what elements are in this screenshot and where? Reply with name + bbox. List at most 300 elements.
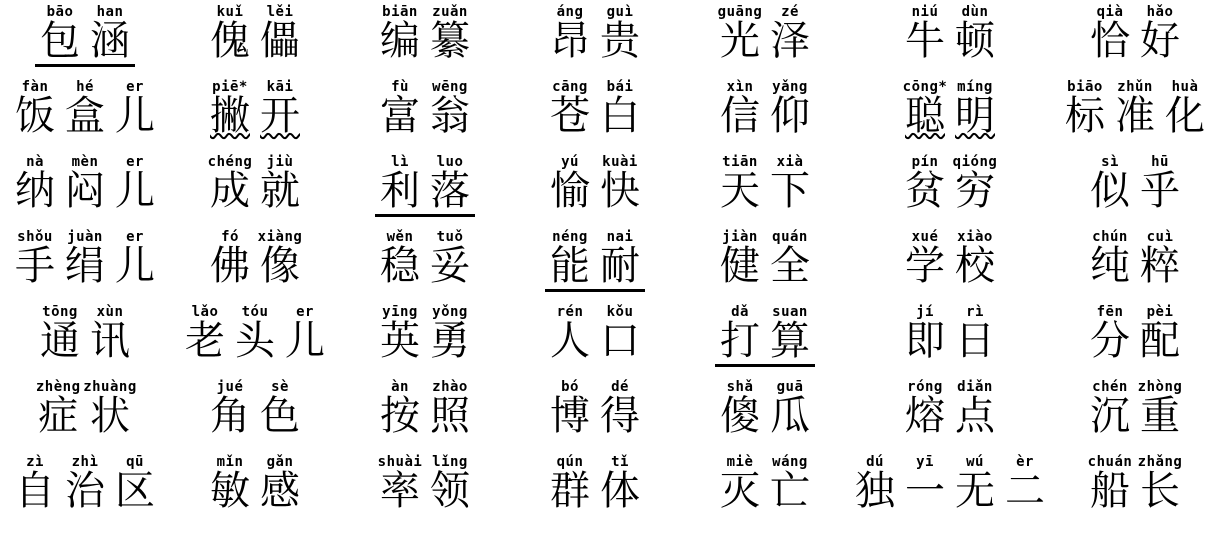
pinyin-syllable: er <box>126 79 144 95</box>
word-card <box>10 80 160 140</box>
pinyin-syllable: lǎo <box>191 304 219 320</box>
pinyin-syllable: shǒu <box>17 229 53 245</box>
pinyin-syllable: zé <box>781 4 799 20</box>
word-card <box>205 230 305 290</box>
word-card <box>545 455 645 515</box>
hanzi-char: 独 <box>855 467 895 514</box>
word-card <box>1085 155 1185 215</box>
pinyin-syllable: cōng* <box>902 79 948 95</box>
hanzi-char: 愉 <box>550 167 590 214</box>
char-cell <box>425 155 475 217</box>
pinyin-syllable: piē* <box>212 79 248 95</box>
pinyin-syllable: er <box>126 229 144 245</box>
pinyin-syllable: xiào <box>957 229 993 245</box>
word-card <box>900 230 1000 290</box>
hanzi-char: 灭 <box>720 467 760 514</box>
char-cell <box>110 455 160 515</box>
word-card <box>900 155 1000 215</box>
hanzi-char: 按 <box>380 392 420 439</box>
word-card <box>715 455 815 515</box>
hanzi-char: 状 <box>89 392 130 439</box>
hanzi-char: 儿 <box>115 92 155 139</box>
word-card <box>545 80 645 140</box>
hanzi-char: 饭 <box>15 92 55 139</box>
hanzi-char: 沉 <box>1090 392 1130 439</box>
word-card <box>1085 305 1185 365</box>
hanzi-char: 长 <box>1140 467 1180 514</box>
char-cell <box>765 80 815 140</box>
char-cell <box>375 155 425 217</box>
word-card <box>715 305 815 367</box>
hanzi-char: 角 <box>210 392 250 439</box>
word-card <box>900 80 1000 140</box>
word-card <box>900 305 1000 365</box>
hanzi-char: 健 <box>720 242 760 289</box>
hanzi-char: 算 <box>770 317 810 364</box>
pinyin-syllable: mǐn <box>216 454 244 470</box>
char-cell <box>545 380 595 440</box>
hanzi-char: 船 <box>1090 467 1130 514</box>
pinyin-syllable: biāo <box>1067 79 1103 95</box>
pinyin-syllable: fēn <box>1096 304 1124 320</box>
hanzi-char: 标 <box>1065 92 1105 139</box>
char-cell <box>255 80 305 140</box>
word-card <box>205 155 305 215</box>
hanzi-char: 瓜 <box>770 392 810 439</box>
word-card <box>10 230 160 290</box>
pinyin-syllable: qià <box>1096 4 1124 20</box>
char-cell <box>765 155 815 215</box>
hanzi-char: 症 <box>38 392 79 439</box>
char-cell <box>1160 80 1210 140</box>
pinyin-syllable: nà <box>26 154 44 170</box>
pinyin-syllable: hé <box>76 79 94 95</box>
pinyin-syllable: diǎn <box>957 379 993 395</box>
char-cell <box>900 455 950 515</box>
pinyin-syllable: xiàng <box>257 229 303 245</box>
char-cell <box>375 455 425 515</box>
hanzi-char: 就 <box>260 167 300 214</box>
pinyin-syllable: huà <box>1171 79 1199 95</box>
word-card <box>900 5 1000 65</box>
hanzi-char: 人 <box>550 317 590 364</box>
hanzi-char: 翁 <box>430 92 470 139</box>
hanzi-char: 讯 <box>90 317 130 364</box>
char-cell <box>205 80 255 140</box>
pinyin-syllable: dé <box>611 379 629 395</box>
pinyin-syllable: yǒng <box>432 304 468 320</box>
hanzi-char: 恰 <box>1090 17 1130 64</box>
pinyin-syllable: zhǎng <box>1137 454 1183 470</box>
char-cell <box>375 80 425 140</box>
hanzi-char: 手 <box>15 242 55 289</box>
hanzi-char: 耐 <box>600 242 640 289</box>
char-cell <box>375 380 425 440</box>
pinyin-syllable: qióng <box>952 154 998 170</box>
char-cell <box>425 380 475 440</box>
char-cell <box>545 305 595 365</box>
hanzi-char: 盒 <box>65 92 105 139</box>
word-card <box>375 455 475 515</box>
hanzi-char: 利 <box>380 167 420 214</box>
word-card <box>180 305 330 365</box>
char-cell <box>900 380 950 440</box>
pinyin-syllable: shuài <box>377 454 423 470</box>
pinyin-syllable: miè <box>726 454 754 470</box>
word-card <box>33 380 137 440</box>
char-cell <box>110 230 160 290</box>
pinyin-syllable: kuǐ <box>216 4 244 20</box>
char-cell <box>950 305 1000 365</box>
pinyin-syllable: gǎn <box>266 454 294 470</box>
hanzi-char: 贫 <box>905 167 945 214</box>
word-card <box>715 5 815 65</box>
pinyin-syllable: xìn <box>726 79 754 95</box>
hanzi-char: 白 <box>600 92 640 139</box>
pinyin-syllable: rì <box>966 304 984 320</box>
pinyin-syllable: biān <box>382 4 418 20</box>
char-cell <box>255 5 305 65</box>
char-cell <box>85 5 135 67</box>
hanzi-char: 能 <box>550 242 590 289</box>
char-cell <box>110 80 160 140</box>
hanzi-char: 稳 <box>380 242 420 289</box>
pinyin-syllable: cāng <box>552 79 588 95</box>
pinyin-syllable: qún <box>556 454 584 470</box>
char-cell <box>950 455 1000 515</box>
word-card <box>205 80 305 140</box>
hanzi-char: 亡 <box>770 467 810 514</box>
hanzi-char: 顿 <box>955 17 995 64</box>
pinyin-syllable: er <box>296 304 314 320</box>
pinyin-syllable: sè <box>271 379 289 395</box>
pinyin-syllable: dǎ <box>731 304 749 320</box>
char-cell <box>180 305 230 365</box>
pinyin-syllable: guā <box>776 379 804 395</box>
hanzi-char: 老 <box>185 317 225 364</box>
pinyin-syllable: bó <box>561 379 579 395</box>
char-cell <box>230 305 280 365</box>
pinyin-syllable: yǎng <box>772 79 808 95</box>
char-cell <box>10 455 60 515</box>
word-card <box>205 5 305 65</box>
char-cell <box>1135 230 1185 290</box>
hanzi-char: 泽 <box>770 17 810 64</box>
pinyin-syllable: pín <box>911 154 939 170</box>
pinyin-syllable: xué <box>911 229 939 245</box>
pinyin-syllable: mèn <box>71 154 99 170</box>
pinyin-syllable: zuǎn <box>432 4 468 20</box>
hanzi-char: 妥 <box>430 242 470 289</box>
word-card <box>375 155 475 217</box>
pinyin-syllable: fàn <box>21 79 49 95</box>
char-cell <box>595 230 645 292</box>
pinyin-syllable: bái <box>606 79 634 95</box>
word-card <box>715 380 815 440</box>
char-cell <box>205 155 255 215</box>
word-card <box>1060 80 1210 140</box>
hanzi-char: 配 <box>1140 317 1180 364</box>
word-card <box>375 5 475 65</box>
char-cell <box>950 230 1000 290</box>
hanzi-char: 傀 <box>210 17 250 64</box>
hanzi-char: 照 <box>430 392 470 439</box>
hanzi-char: 勇 <box>430 317 470 364</box>
hanzi-char: 纳 <box>15 167 55 214</box>
hanzi-char: 仰 <box>770 92 810 139</box>
char-cell <box>1000 455 1050 515</box>
char-cell <box>1085 230 1135 290</box>
hanzi-char: 纂 <box>430 17 470 64</box>
word-card <box>715 155 815 215</box>
char-cell <box>715 230 765 290</box>
char-cell <box>900 305 950 365</box>
char-cell <box>765 455 815 515</box>
word-card <box>35 5 135 67</box>
pinyin-syllable: jué <box>216 379 244 395</box>
word-card <box>545 305 645 365</box>
pinyin-syllable: zhào <box>432 379 468 395</box>
pinyin-syllable: qū <box>126 454 144 470</box>
char-cell <box>595 80 645 140</box>
char-cell <box>10 155 60 215</box>
hanzi-char: 率 <box>380 467 420 514</box>
pinyin-syllable: wú <box>966 454 984 470</box>
hanzi-char: 英 <box>380 317 420 364</box>
char-cell <box>1085 455 1135 515</box>
pinyin-syllable: róng <box>907 379 943 395</box>
pinyin-syllable: àn <box>391 379 409 395</box>
char-cell <box>715 80 765 140</box>
hanzi-char: 聪 <box>905 92 945 139</box>
hanzi-char: 光 <box>720 17 760 64</box>
pinyin-syllable: jí <box>916 304 934 320</box>
hanzi-char: 通 <box>40 317 80 364</box>
pinyin-syllable: néng <box>552 229 588 245</box>
pinyin-syllable: hū <box>1151 154 1169 170</box>
hanzi-char: 落 <box>430 167 470 214</box>
hanzi-char: 乎 <box>1140 167 1180 214</box>
char-cell <box>205 230 255 290</box>
hanzi-char: 纯 <box>1090 242 1130 289</box>
pinyin-syllable: wēng <box>432 79 468 95</box>
char-cell <box>545 155 595 215</box>
hanzi-char: 口 <box>600 317 640 364</box>
hanzi-char: 无 <box>955 467 995 514</box>
hanzi-char: 似 <box>1090 167 1130 214</box>
pinyin-syllable: kāi <box>266 79 294 95</box>
hanzi-char: 穷 <box>955 167 995 214</box>
word-card <box>900 380 1000 440</box>
char-cell <box>85 305 135 365</box>
char-cell <box>595 5 645 65</box>
char-cell <box>425 80 475 140</box>
word-card <box>10 155 160 215</box>
word-card <box>715 80 815 140</box>
pinyin-syllable: quán <box>772 229 808 245</box>
hanzi-char: 群 <box>550 467 590 514</box>
char-cell <box>33 380 83 440</box>
pinyin-syllable: chéng <box>207 154 253 170</box>
char-cell <box>375 230 425 290</box>
char-cell <box>765 230 815 290</box>
char-cell <box>715 455 765 515</box>
hanzi-char: 领 <box>430 467 470 514</box>
char-cell <box>35 5 85 67</box>
pinyin-syllable: yīng <box>382 304 418 320</box>
pinyin-syllable: han <box>96 4 124 20</box>
hanzi-char: 好 <box>1140 17 1180 64</box>
char-cell <box>595 455 645 515</box>
pinyin-syllable: hǎo <box>1146 4 1174 20</box>
pinyin-syllable: kǒu <box>606 304 634 320</box>
pinyin-syllable: kuài <box>602 154 638 170</box>
char-cell <box>83 380 137 440</box>
pinyin-syllable: zhì <box>71 454 99 470</box>
hanzi-char: 儡 <box>260 17 300 64</box>
hanzi-char: 分 <box>1090 317 1130 364</box>
char-cell <box>1135 5 1185 65</box>
hanzi-char: 苍 <box>550 92 590 139</box>
pinyin-syllable: zhuàng <box>83 379 137 395</box>
hanzi-char: 下 <box>770 167 810 214</box>
char-cell <box>1060 80 1110 140</box>
char-cell <box>545 80 595 140</box>
word-card <box>850 455 1050 515</box>
word-card <box>545 230 645 292</box>
word-card <box>545 380 645 440</box>
pinyin-syllable: tǐ <box>611 454 629 470</box>
char-cell <box>280 305 330 365</box>
hanzi-char: 准 <box>1115 92 1155 139</box>
hanzi-char: 敏 <box>210 467 250 514</box>
char-cell <box>1135 455 1185 515</box>
hanzi-char: 包 <box>40 17 80 64</box>
hanzi-char: 绢 <box>65 242 105 289</box>
char-cell <box>205 380 255 440</box>
pinyin-syllable: guāng <box>717 4 763 20</box>
char-cell <box>715 380 765 440</box>
pinyin-syllable: chén <box>1092 379 1128 395</box>
pinyin-syllable: chuán <box>1087 454 1133 470</box>
char-cell <box>1135 380 1185 440</box>
hanzi-char: 熔 <box>905 392 945 439</box>
pinyin-syllable: lěi <box>266 4 294 20</box>
char-cell <box>595 305 645 365</box>
hanzi-char: 一 <box>905 467 945 514</box>
pinyin-syllable: bāo <box>46 4 74 20</box>
hanzi-char: 富 <box>380 92 420 139</box>
char-cell <box>35 305 85 365</box>
pinyin-syllable: zhòng <box>1137 379 1183 395</box>
pinyin-syllable: lì <box>391 154 409 170</box>
word-card <box>375 230 475 290</box>
char-cell <box>950 80 1000 140</box>
pinyin-syllable: dú <box>866 454 884 470</box>
pinyin-syllable: suan <box>772 304 808 320</box>
hanzi-char: 区 <box>115 467 155 514</box>
pinyin-syllable: juàn <box>67 229 103 245</box>
word-card <box>1085 230 1185 290</box>
hanzi-char: 儿 <box>115 242 155 289</box>
pinyin-syllable: fù <box>391 79 409 95</box>
char-cell <box>255 380 305 440</box>
hanzi-char: 打 <box>720 317 760 364</box>
pinyin-syllable: fó <box>221 229 239 245</box>
char-cell <box>375 305 425 365</box>
char-cell <box>545 5 595 65</box>
pinyin-syllable: jiàn <box>722 229 758 245</box>
hanzi-char: 头 <box>235 317 275 364</box>
hanzi-char: 编 <box>380 17 420 64</box>
pinyin-syllable: nai <box>606 229 634 245</box>
pinyin-syllable: cuì <box>1146 229 1174 245</box>
hanzi-char: 校 <box>955 242 995 289</box>
char-cell <box>715 5 765 65</box>
char-cell <box>1085 380 1135 440</box>
hanzi-char: 撇 <box>210 92 250 139</box>
pinyin-syllable: sì <box>1101 154 1119 170</box>
char-cell <box>255 155 305 215</box>
char-cell <box>205 5 255 65</box>
pinyin-syllable: dùn <box>961 4 989 20</box>
char-cell <box>1135 305 1185 365</box>
pinyin-syllable: lǐng <box>432 454 468 470</box>
hanzi-char: 昂 <box>550 17 590 64</box>
char-cell <box>765 380 815 440</box>
hanzi-char: 博 <box>550 392 590 439</box>
pinyin-syllable: wěn <box>386 229 414 245</box>
char-cell <box>715 155 765 215</box>
pinyin-syllable: tōng <box>42 304 78 320</box>
hanzi-char: 点 <box>955 392 995 439</box>
char-cell <box>850 455 900 515</box>
word-card <box>375 80 475 140</box>
hanzi-char: 全 <box>770 242 810 289</box>
hanzi-char: 像 <box>260 242 300 289</box>
hanzi-char: 学 <box>905 242 945 289</box>
hanzi-char: 治 <box>65 467 105 514</box>
pinyin-syllable: yī <box>916 454 934 470</box>
pinyin-syllable: tuǒ <box>436 229 464 245</box>
pinyin-syllable: áng <box>556 4 584 20</box>
pinyin-syllable: luo <box>436 154 464 170</box>
hanzi-char: 牛 <box>905 17 945 64</box>
hanzi-char: 快 <box>600 167 640 214</box>
char-cell <box>765 305 815 367</box>
hanzi-char: 得 <box>600 392 640 439</box>
pinyin-syllable: xià <box>776 154 804 170</box>
hanzi-char: 自 <box>15 467 55 514</box>
char-cell <box>545 230 595 292</box>
char-cell <box>255 230 305 290</box>
hanzi-char: 佛 <box>210 242 250 289</box>
char-cell <box>60 80 110 140</box>
word-card <box>205 455 305 515</box>
hanzi-char: 儿 <box>115 167 155 214</box>
hanzi-char: 即 <box>905 317 945 364</box>
word-card <box>205 380 305 440</box>
hanzi-char: 闷 <box>65 167 105 214</box>
char-cell <box>1135 155 1185 215</box>
hanzi-char: 儿 <box>285 317 325 364</box>
char-cell <box>425 5 475 65</box>
char-cell <box>425 230 475 290</box>
hanzi-char: 粹 <box>1140 242 1180 289</box>
pinyin-syllable: tiān <box>722 154 758 170</box>
pinyin-syllable: shǎ <box>726 379 754 395</box>
char-cell <box>950 155 1000 215</box>
